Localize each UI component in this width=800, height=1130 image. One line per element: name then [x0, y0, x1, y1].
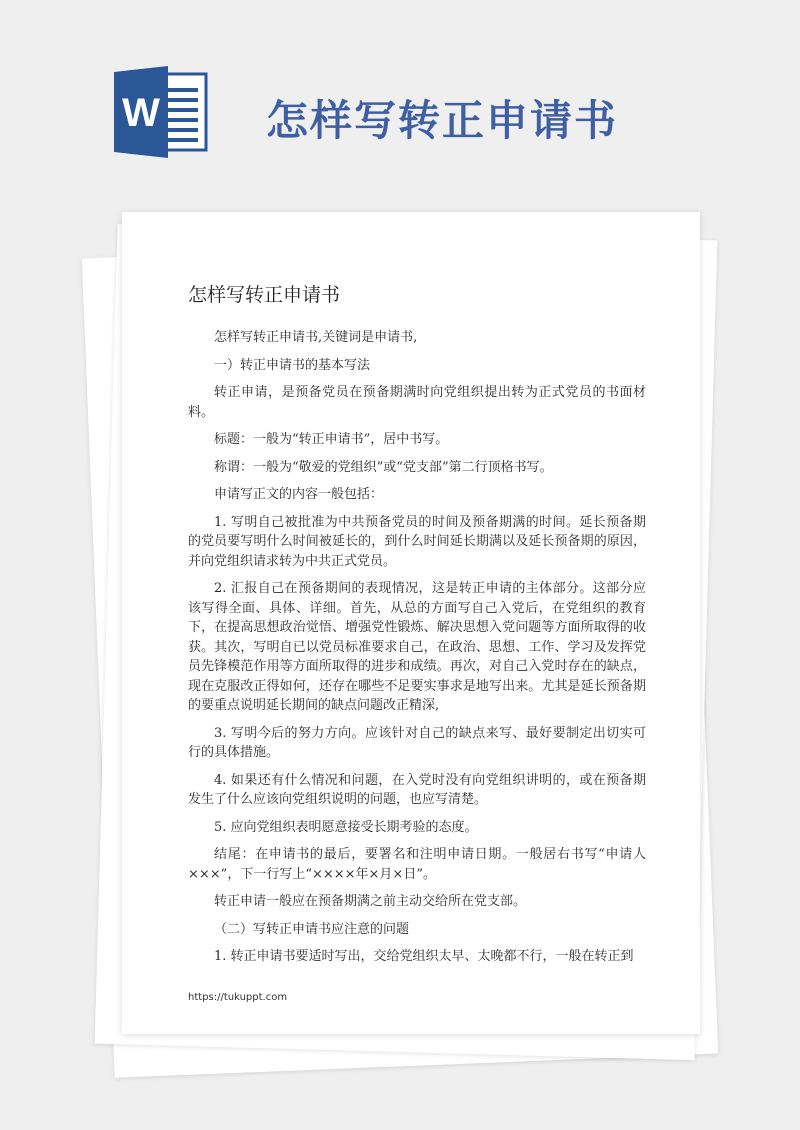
- list-item: 4. 如果还有什么情况和问题，在入党时没有向党组织讲明的，或在预备期发生了什么应该向党组织说明的问题，也应写清楚。: [188, 772, 646, 807]
- list-item: 3. 写明今后的努力方向。应该针对自己的缺点来写、最好要制定出切实可行的具体措施。: [188, 725, 646, 760]
- word-icon-letter: W: [122, 91, 160, 135]
- list-item: 5. 应向党组织表明愿意接受长期考验的态度。: [214, 819, 478, 835]
- document-title: 怎样写转正申请书: [188, 284, 341, 306]
- document-body: [188, 328, 646, 975]
- paragraph: 申请写正文的内容一般包括：: [214, 487, 384, 502]
- paragraph: 称谓：一般为“敬爱的党组织”或“党支部”第二行顶格书写。: [214, 459, 553, 475]
- paragraph: 结尾：在申请书的最后，要署名和注明申请日期。一般居右书写“申请人×××”，下一行写上“××××年×月×日”。: [188, 847, 646, 882]
- list-item: 1. 写明自己被批准为中共预备党员的时间及预备期满的时间。延长预备期的党员要写明什么时间被延长的，到什么时间延长期满以及延长预备期的原因，并向党组织请求转为中共正式党员。: [188, 514, 646, 569]
- banner: [0, 0, 800, 210]
- banner-title: 怎样写转正申请书: [266, 96, 619, 145]
- document-page: [122, 212, 700, 1034]
- section-heading: （二）写转正申请书应注意的问题: [214, 921, 410, 937]
- paragraph: 转正申请一般应在预备期满之前主动交给所在党支部。: [214, 894, 527, 909]
- paragraph: 怎样写转正申请书,关键词是申请书,: [214, 330, 418, 345]
- word-document-icon: [112, 66, 212, 158]
- paragraph: 转正申请，是预备党员在预备期满时向党组织提出转为正式党员的书面材料。: [188, 385, 646, 420]
- footer-url[interactable]: https://tukuppt.com: [188, 992, 288, 1003]
- paragraph: 标题：一般为“转正申请书”，居中书写。: [214, 432, 449, 447]
- list-item: 1. 转正申请书要适时写出，交给党组织太早、太晚都不行，一般在转正到: [214, 949, 634, 964]
- section-heading: 一）转正申请书的基本写法: [214, 357, 371, 373]
- list-item: 2. 汇报自己在预备期间的表现情况，这是转正申请的主体部分。这部分应该写得全面、具体、详细。首先，从总的方面写自己入党后，在党组织的教育下，在提高思想政治觉悟、增强党性锻炼、解决思想入党问题等方面所取得的收获。其次，写明自已以党员标准要求自己，在政治、思想、工作、学习及发挥党员先锋模范作用等方面所取得的进步和成绩。再次，对自己入党时存在的缺点，现在克服改正得如何，还存在哪些不足要实事求是地写出来。尤其是延长预备期的要重点说明延长期间的缺点问题改正精深,: [188, 581, 646, 713]
